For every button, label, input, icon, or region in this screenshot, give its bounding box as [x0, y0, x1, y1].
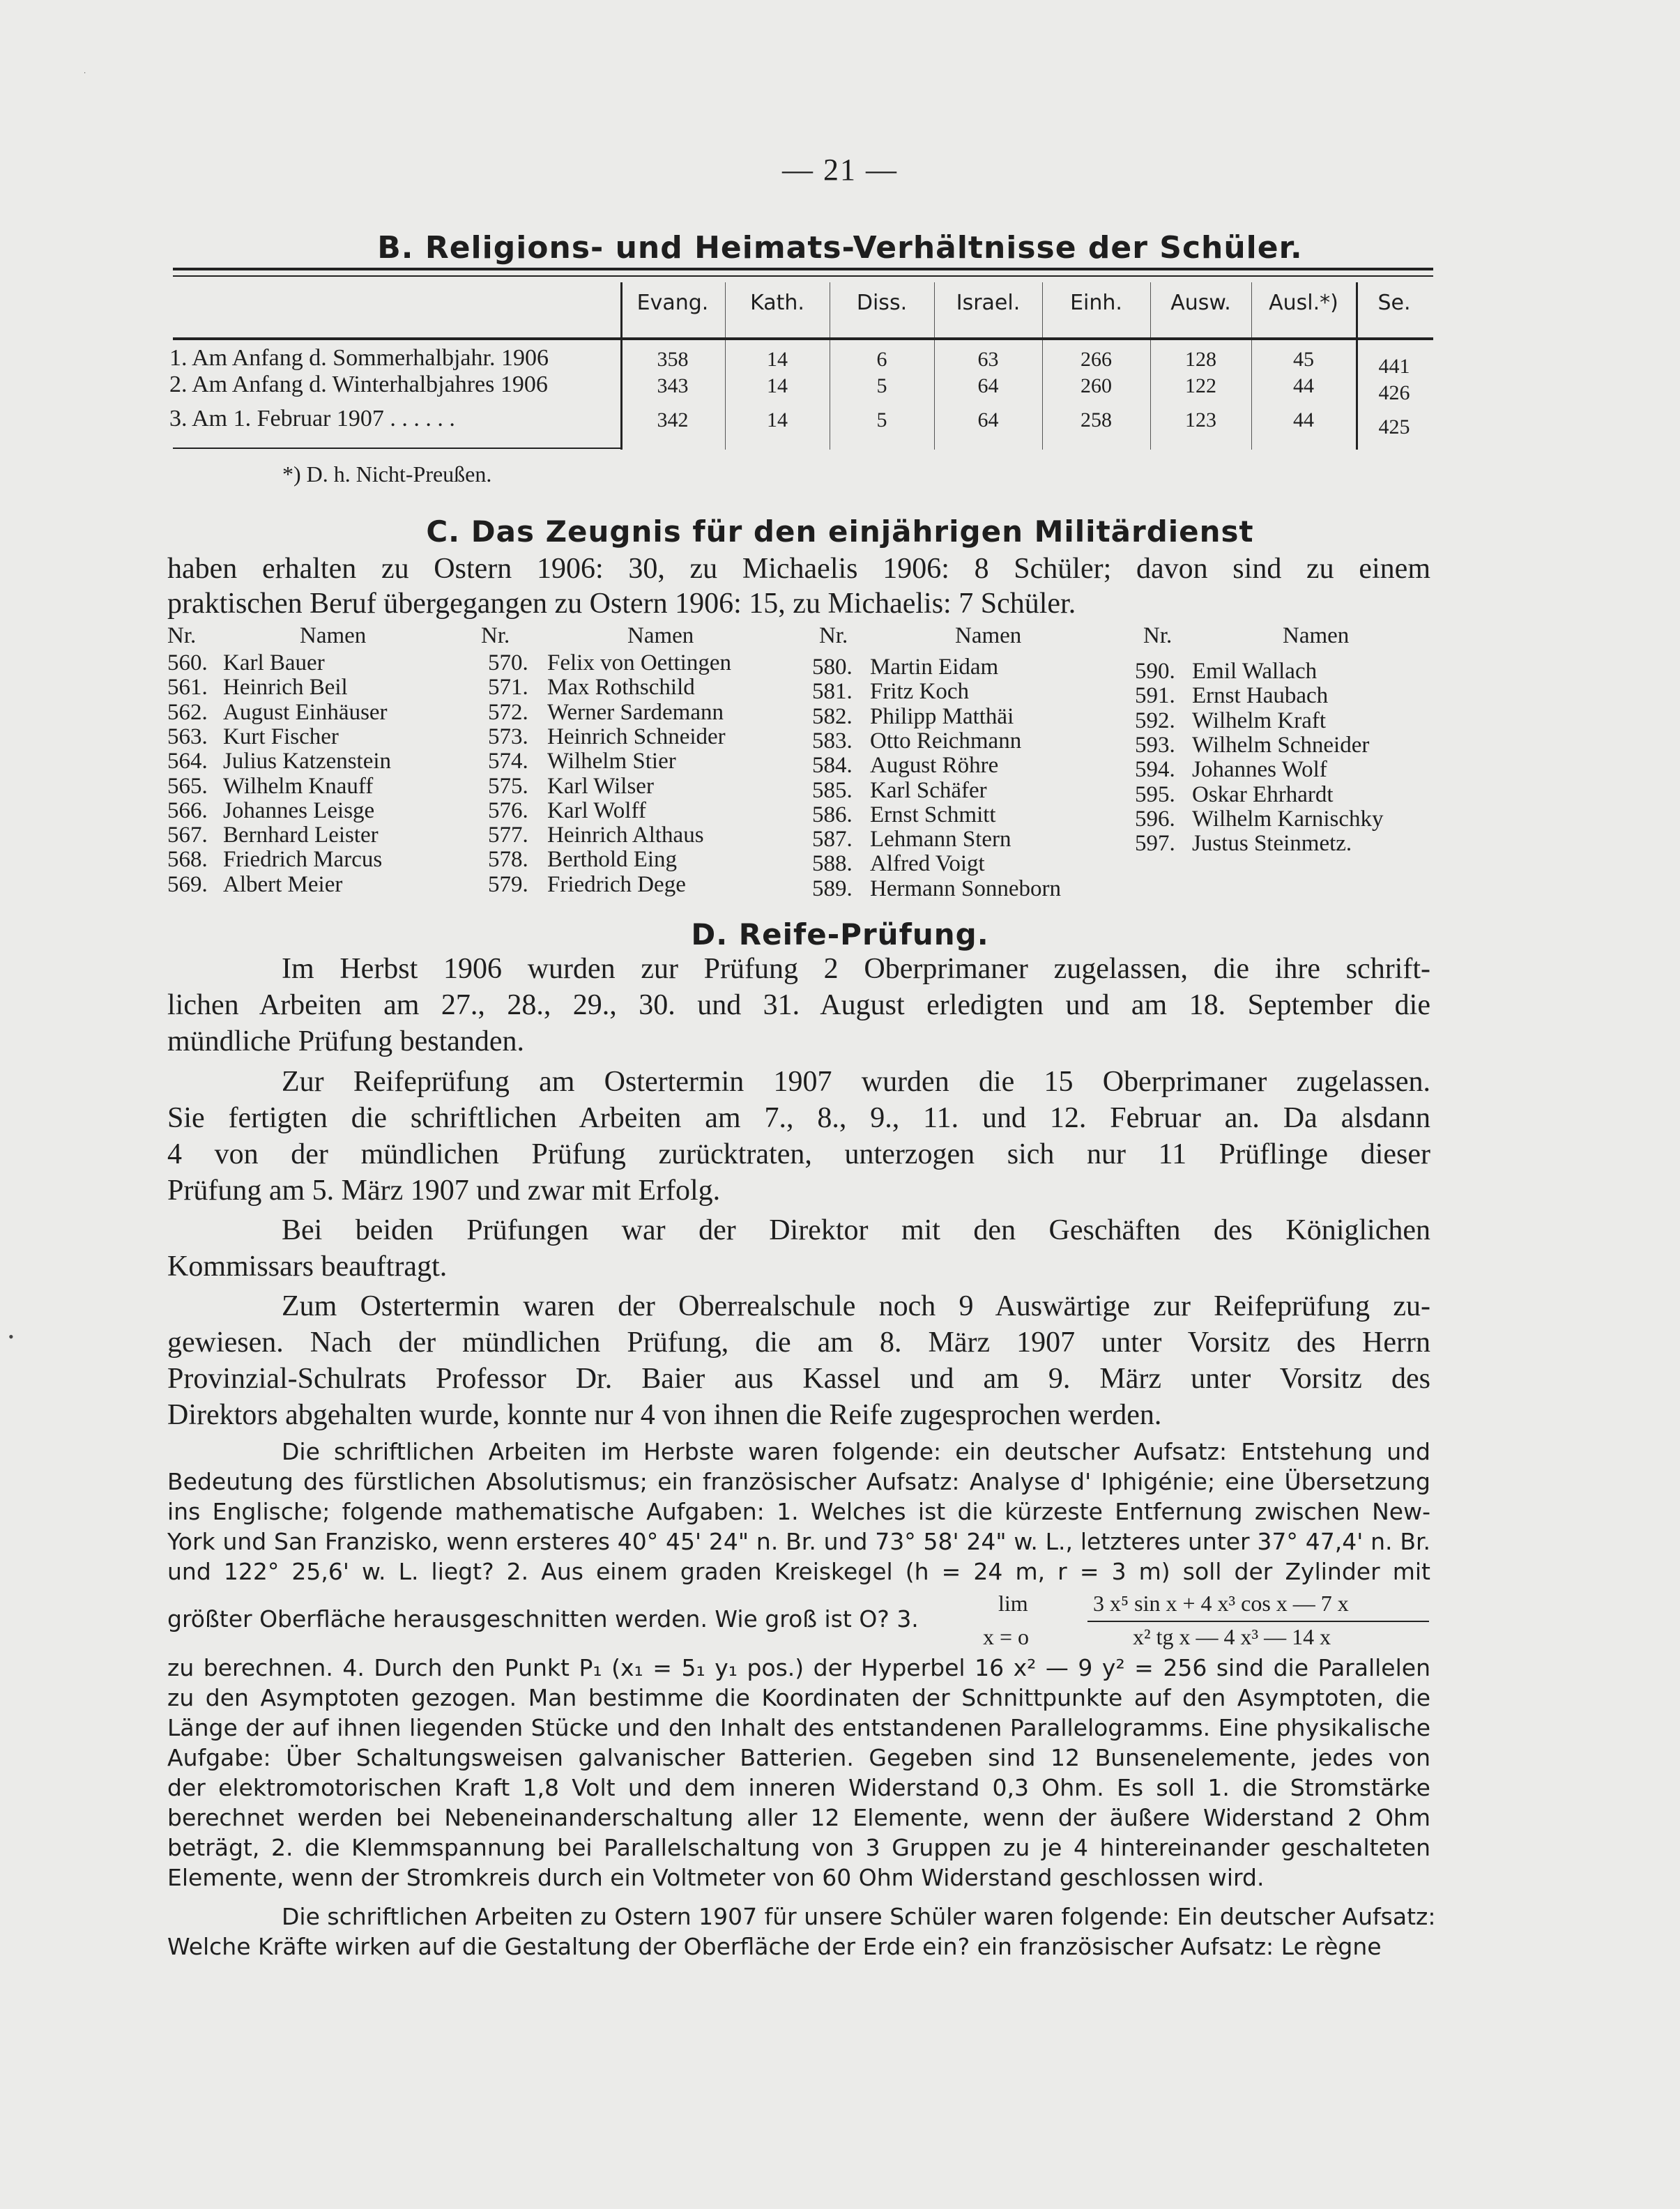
table-cell: 63 [977, 348, 999, 371]
student-name: Wilhelm Knauff [223, 773, 374, 799]
table-cell: 5 [876, 374, 887, 397]
student-name: Wilhelm Stier [547, 749, 676, 774]
section-d-title: D. Reife-Prüfung. [691, 917, 989, 951]
student-number: 589. [812, 876, 853, 901]
nr-header: Nr. [1143, 623, 1173, 648]
student-number: 579. [488, 871, 528, 897]
row-label: 2. Am Anfang d. Winterhalbjahres 1906 [169, 372, 548, 397]
student-name: Ernst Schmitt [870, 802, 996, 827]
student-name: Kurt Fischer [223, 724, 339, 749]
table-cell: 6 [876, 348, 887, 371]
exam-line: Die schriftlichen Arbeiten im Herbste waren folgende: ein deutscher Aufsatz: Entstehung und [282, 1438, 1430, 1465]
table-top-rule [173, 268, 1433, 270]
student-number: 577. [488, 823, 528, 848]
nr-header: Nr. [819, 623, 848, 648]
column-header: Ausl.*) [1269, 291, 1338, 315]
bottom-rule [173, 448, 620, 449]
table-cell: 358 [657, 348, 689, 371]
table-cell: 45 [1293, 348, 1314, 371]
student-number: 595. [1135, 781, 1175, 807]
nr-header: Nr. [481, 623, 510, 648]
student-name: Heinrich Beil [223, 675, 348, 701]
student-number: 583. [812, 728, 853, 754]
student-number: 596. [1135, 806, 1175, 832]
paragraph-line: Bei beiden Prüfungen war der Direktor mit den Geschäften des Königlichen [282, 1214, 1430, 1246]
exam-line: York und San Franzisko, wenn ersteres 40° 45' 24" n. Br. und 73° 58' 24" w. L., letzteres unter 37° 47,4' n. Br. [167, 1528, 1430, 1555]
table-cell: 14 [767, 408, 788, 431]
student-name: Emil Wallach [1192, 659, 1318, 684]
page-number: — 21 — [782, 153, 898, 187]
student-number: 573. [488, 724, 528, 749]
column-header: Diss. [856, 291, 908, 315]
student-name: Wilhelm Kraft [1192, 708, 1327, 733]
student-number: 591. [1135, 683, 1175, 709]
table-cell: 14 [767, 374, 788, 397]
student-number: 574. [488, 749, 528, 774]
student-name: Julius Katzenstein [223, 749, 392, 774]
formula-denominator: x² tg x — 4 x³ — 14 x [1133, 1624, 1331, 1649]
table-cell: 425 [1378, 415, 1410, 438]
formula-numerator: 3 x⁵ sin x + 4 x³ cos x — 7 x [1093, 1591, 1349, 1616]
paragraph-line: Provinzial-Schulrats Professor Dr. Baier aus Kassel und am 9. März unter Vorsitz des [167, 1363, 1430, 1395]
table-cell: 260 [1080, 374, 1112, 397]
student-name: Philipp Matthäi [870, 703, 1014, 729]
student-number: 594. [1135, 757, 1175, 783]
student-name: Lehmann Stern [870, 827, 1011, 853]
exam-line: ins Englische; folgende mathematische Aufgaben: 1. Welches ist die kürzeste Entfernung zwischen New- [167, 1498, 1430, 1525]
student-name: Johannes Leisge [223, 797, 375, 823]
namen-header: Namen [627, 623, 694, 648]
paragraph-line: Kommissars beauftragt. [167, 1251, 448, 1283]
student-number: 576. [488, 797, 528, 823]
column-header: Einh. [1070, 291, 1122, 315]
paragraph-line: Direktors abgehalten wurde, konnte nur 4 von ihnen die Reife zugesprochen werden. [167, 1399, 1162, 1431]
student-number: 562. [167, 699, 208, 725]
scan-speck: · [84, 70, 86, 77]
student-number: 580. [812, 655, 853, 680]
nr-header: Nr. [167, 623, 197, 648]
column-header: Evang. [636, 291, 709, 315]
row-label: 1. Am Anfang d. Sommerhalbjahr. 1906 [169, 345, 549, 371]
student-name: Friedrich Marcus [223, 847, 383, 873]
formula-lead: größter Oberfläche herausgeschnitten werden. Wie groß ist O? 3. [167, 1605, 919, 1633]
header-rule [173, 337, 1433, 340]
row-label: 3. Am 1. Februar 1907 . . . . . . [169, 406, 455, 431]
exam-line: und 122° 25,6' w. L. liegt? 2. Aus einem graden Kreiskegel (h = 24 m, r = 3 m) soll der Zylinder mit [167, 1558, 1430, 1585]
table-cell: 122 [1185, 374, 1216, 397]
exam-line: beträgt, 2. die Klemmspannung bei Parallelschaltung von 3 Gruppen zu je 4 hintereinander geschalteten [167, 1834, 1430, 1861]
paragraph-line: lichen Arbeiten am 27., 28., 29., 30. und 31. August erledigten und am 18. September die [167, 989, 1430, 1021]
student-name: Oskar Ehrhardt [1192, 781, 1334, 807]
table-cell: 266 [1080, 348, 1112, 371]
student-number: 592. [1135, 708, 1175, 733]
column-header: Ausw. [1170, 291, 1231, 315]
footnote: *) D. h. Nicht-Preußen. [282, 461, 492, 487]
table-cell: 14 [767, 348, 788, 371]
student-number: 586. [812, 802, 853, 827]
student-name: Berthold Eing [547, 847, 678, 873]
student-name: Heinrich Althaus [547, 823, 704, 848]
namen-header: Namen [955, 623, 1022, 648]
scan-speck: • [8, 1328, 14, 1345]
student-name: Johannes Wolf [1192, 757, 1327, 783]
student-name: Karl Schäfer [870, 777, 987, 803]
exam-line: Elemente, wenn der Stromkreis durch ein Voltmeter von 60 Ohm Widerstand geschlossen wird. [167, 1864, 1265, 1891]
student-number: 560. [167, 650, 208, 675]
student-name: Max Rothschild [547, 675, 695, 701]
exam-line: Länge der auf ihnen liegenden Stücke und den Inhalt des entstandenen Parallelogramms. Eine physikalische [167, 1714, 1430, 1741]
exam-line: zu berechnen. 4. Durch den Punkt P₁ (x₁ = 5₁ y₁ pos.) der Hyperbel 16 x² — 9 y² = 256 sind die Parallelen [167, 1654, 1430, 1681]
student-number: 564. [167, 749, 208, 774]
student-name: Karl Wolff [547, 797, 646, 823]
paragraph-line: Im Herbst 1906 wurden zur Prüfung 2 Oberprimaner zugelassen, die ihre schrift- [282, 953, 1430, 985]
student-number: 578. [488, 847, 528, 873]
table-cell: 343 [657, 374, 689, 397]
paragraph-line: Zur Reifeprüfung am Ostertermin 1907 wurden die 15 Oberprimaner zugelassen. [282, 1066, 1430, 1098]
student-name: Werner Sardemann [547, 699, 724, 725]
section-c-title: C. Das Zeugnis für den einjährigen Militärdienst [426, 514, 1254, 549]
table-cell: 123 [1185, 408, 1216, 431]
student-number: 563. [167, 724, 208, 749]
table-cell: 64 [977, 374, 999, 397]
student-number: 588. [812, 851, 853, 877]
student-number: 582. [812, 703, 853, 729]
formula-lim: lim [998, 1591, 1028, 1616]
exam-line: Welche Kräfte wirken auf die Gestaltung der Oberfläche der Erde ein? ein französischer Aufsatz: Le règne [167, 1933, 1382, 1960]
column-header: Se. [1377, 291, 1411, 315]
student-name: Albert Meier [223, 871, 343, 897]
table-cell: 5 [876, 408, 887, 431]
student-number: 584. [812, 753, 853, 779]
student-name: Wilhelm Karnischky [1192, 806, 1384, 832]
table-cell: 44 [1293, 374, 1314, 397]
student-number: 590. [1135, 659, 1175, 684]
student-name: Alfred Voigt [870, 851, 985, 877]
exam-line: berechnet werden bei Nebeneinanderschaltung aller 12 Elemente, wenn der äußere Widerstand 2 Ohm [167, 1804, 1430, 1831]
formula-limit: x = o [983, 1624, 1030, 1649]
student-name: Felix von Oettingen [547, 650, 731, 675]
student-name: Martin Eidam [870, 655, 999, 680]
student-name: Karl Wilser [547, 773, 654, 799]
table-cell: 128 [1185, 348, 1216, 371]
student-name: Ernst Haubach [1192, 683, 1329, 709]
exam-line: Bedeutung des fürstlichen Absolutismus; ein französischer Aufsatz: Analyse d' Iphigénie; eine Übersetzung [167, 1468, 1430, 1495]
exam-line: Aufgabe: Über Schaltungsweisen galvanischer Batterien. Gegeben sind 12 Bunsenelemente, jedes von [167, 1744, 1430, 1771]
student-number: 561. [167, 675, 208, 701]
paragraph-line: Prüfung am 5. März 1907 und zwar mit Erfolg. [167, 1175, 721, 1207]
section-c-line-2: praktischen Beruf übergegangen zu Ostern 1906: 15, zu Michaelis: 7 Schüler. [167, 588, 1076, 620]
student-number: 568. [167, 847, 208, 873]
student-number: 565. [167, 773, 208, 799]
student-number: 567. [167, 823, 208, 848]
table-cell: 426 [1378, 381, 1410, 404]
student-name: Justus Steinmetz. [1192, 831, 1352, 857]
student-name: August Einhäuser [223, 699, 388, 725]
student-number: 572. [488, 699, 528, 725]
paragraph-line: 4 von der mündlichen Prüfung zurücktraten, unterzogen sich nur 11 Prüflinge dieser [167, 1138, 1430, 1170]
student-name: Otto Reichmann [870, 728, 1022, 754]
paragraph-line: gewiesen. Nach der mündlichen Prüfung, die am 8. März 1907 unter Vorsitz des Herrn [167, 1327, 1430, 1359]
table-top-rule-thin [173, 275, 1433, 277]
student-name: Karl Bauer [223, 650, 325, 675]
paragraph-line: Sie fertigten die schriftlichen Arbeiten am 7., 8., 9., 11. und 12. Februar an. Da alsdann [167, 1102, 1430, 1134]
column-header: Israel. [956, 291, 1021, 315]
student-number: 569. [167, 871, 208, 897]
student-number: 570. [488, 650, 528, 675]
student-name: Wilhelm Schneider [1192, 732, 1370, 758]
student-name: Friedrich Dege [547, 871, 686, 897]
section-b-title: B. Religions- und Heimats-Verhältnisse der Schüler. [377, 230, 1303, 266]
student-number: 581. [812, 679, 853, 705]
student-name: Fritz Koch [870, 679, 970, 705]
table-cell: 342 [657, 408, 689, 431]
student-name: Heinrich Schneider [547, 724, 726, 749]
student-number: 593. [1135, 732, 1175, 758]
exam-line: zu den Asymptoten gezogen. Man bestimme die Koordinaten der Schnittpunkte auf den Asymptoten, die [167, 1684, 1430, 1711]
namen-header: Namen [1283, 623, 1350, 648]
exam-line: der elektromotorischen Kraft 1,8 Volt und dem inneren Widerstand 0,3 Ohm. Es soll 1. die Stromstärke [167, 1774, 1430, 1801]
paragraph-line: Zum Ostertermin waren der Oberrealschule noch 9 Auswärtige zur Reifeprüfung zu- [282, 1290, 1430, 1322]
section-c-line-1: haben erhalten zu Ostern 1906: 30, zu Michaelis 1906: 8 Schüler; davon sind zu einem [167, 553, 1430, 585]
student-name: Hermann Sonneborn [870, 876, 1062, 901]
student-number: 575. [488, 773, 528, 799]
student-name: August Röhre [870, 753, 999, 779]
fraction-bar [1087, 1621, 1429, 1622]
column-header: Kath. [750, 291, 804, 315]
student-number: 597. [1135, 831, 1175, 857]
student-number: 585. [812, 777, 853, 803]
student-name: Bernhard Leister [223, 823, 379, 848]
student-number: 587. [812, 827, 853, 853]
table-cell: 64 [977, 408, 999, 431]
namen-header: Namen [300, 623, 367, 648]
exam-line: Die schriftlichen Arbeiten zu Ostern 1907 für unsere Schüler waren folgende: Ein deutscher Aufsatz: [282, 1903, 1436, 1930]
table-cell: 44 [1293, 408, 1314, 431]
student-number: 566. [167, 797, 208, 823]
student-number: 571. [488, 675, 528, 701]
paragraph-line: mündliche Prüfung bestanden. [167, 1025, 525, 1057]
table-cell: 258 [1080, 408, 1112, 431]
table-cell: 441 [1378, 355, 1410, 378]
